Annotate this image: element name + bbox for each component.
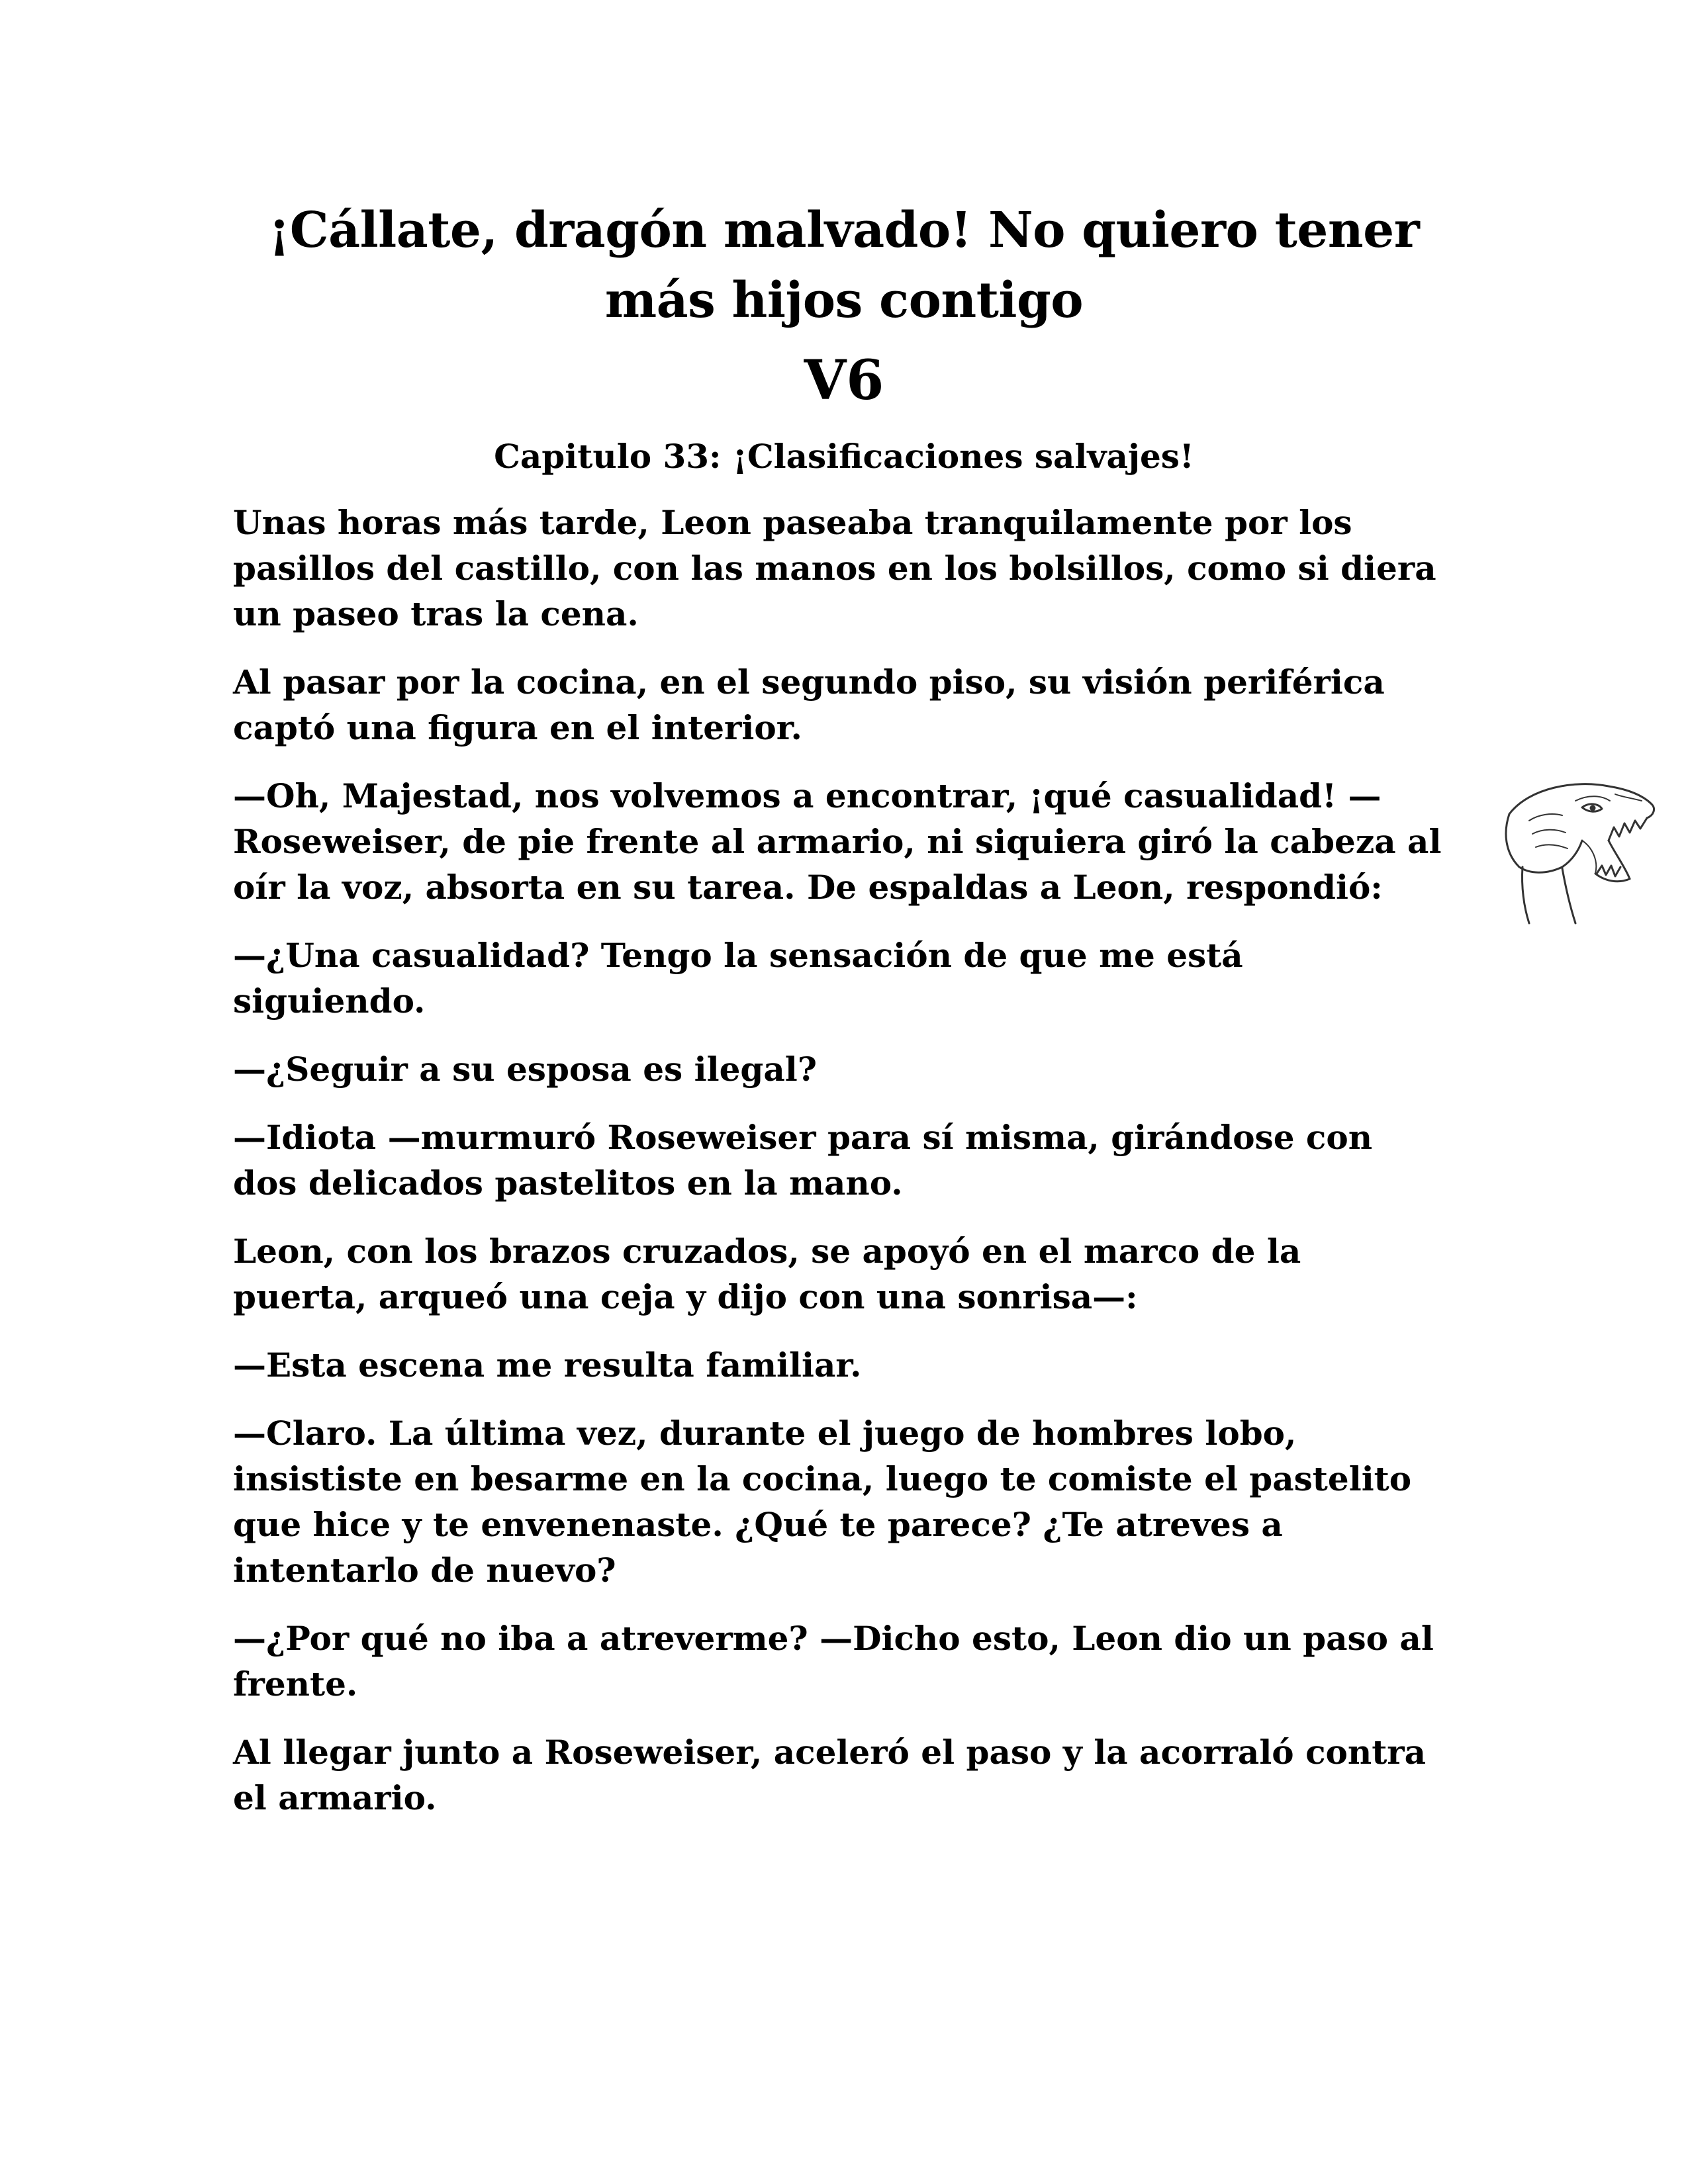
- paragraph-6: —Idiota —murmuró Roseweiser para sí misma, girándose con dos delicados pastelitos en la mano.: [233, 1118, 1373, 1203]
- paragraph-4: —¿Una casualidad? Tengo la sensación de que me está siguiendo.: [233, 936, 1243, 1021]
- document-body: [233, 500, 1444, 1843]
- volume-label: V6: [804, 349, 884, 412]
- paragraph-2: Al pasar por la cocina, en el segundo piso, su visión periférica captó una figura en el interior.: [233, 662, 1385, 747]
- document-title: [199, 195, 1489, 336]
- chapter-heading: Capitulo 33: ¡Clasificaciones salvajes!: [494, 437, 1194, 476]
- dinosaur-head-icon: [1483, 768, 1662, 927]
- title-line-2: más hijos contigo: [604, 272, 1084, 329]
- title-line-1: ¡Cállate, dragón malvado! No quiero tener: [268, 202, 1420, 259]
- paragraph-7: Leon, con los brazos cruzados, se apoyó en el marco de la puerta, arqueó una ceja y dijo con una sonrisa—:: [233, 1232, 1301, 1316]
- paragraph-5: —¿Seguir a su esposa es ilegal?: [233, 1050, 818, 1089]
- paragraph-9: —Claro. La última vez, durante el juego de hombres lobo, insististe en besarme en la cocina, luego te comiste el pastelito que hice y te envenenaste. ¿Qué te parece? ¿Te atreves a intentarlo de nuevo?: [233, 1414, 1412, 1590]
- paragraph-3: —Oh, Majestad, nos volvemos a encontrar, ¡qué casualidad! —Roseweiser, de pie frente al armario, ni siquiera giró la cabeza al oír la voz, absorta en su tarea. De espaldas a Leon, respondió:: [233, 776, 1442, 907]
- paragraph-1: Unas horas más tarde, Leon paseaba tranquilamente por los pasillos del castillo, con las manos en los bolsillos, como si diera un paseo tras la cena.: [233, 503, 1436, 633]
- paragraph-11: Al llegar junto a Roseweiser, aceleró el paso y la acorraló contra el armario.: [233, 1733, 1427, 1817]
- paragraph-10: —¿Por qué no iba a atreverme? —Dicho esto, Leon dio un paso al frente.: [233, 1619, 1434, 1704]
- paragraph-8: —Esta escena me resulta familiar.: [233, 1345, 862, 1385]
